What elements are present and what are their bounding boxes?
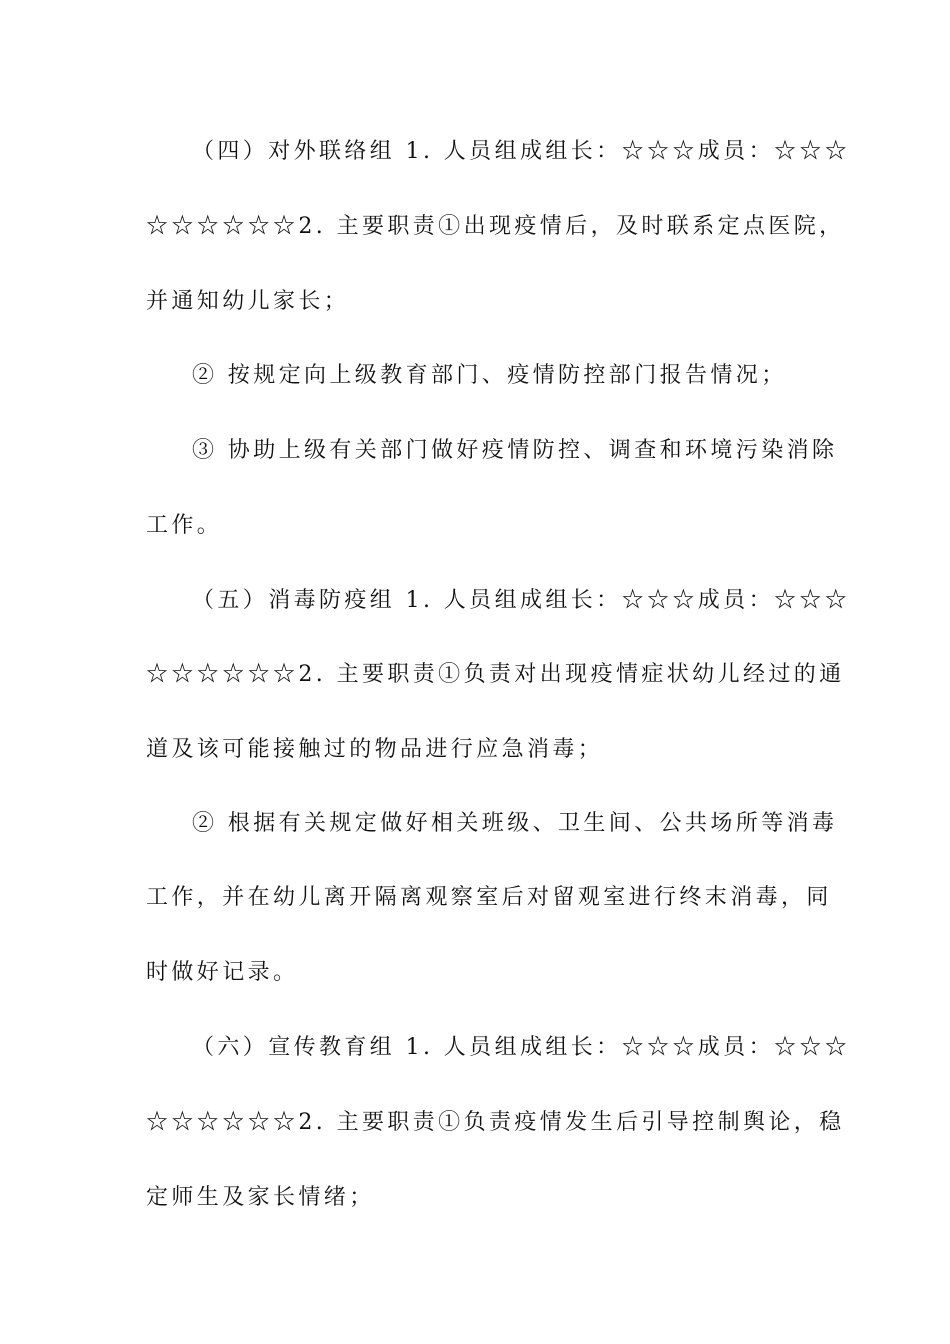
section-4-item-3: ③ 协助上级有关部门做好疫情防控、调查和环境污染消除 — [192, 438, 838, 463]
section-5-item-2: ② 根据有关规定做好相关班级、卫生间、公共场所等消毒 — [192, 811, 838, 836]
section-4-item-2: ② 按规定向上级教育部门、疫情防控部门报告情况； — [192, 363, 787, 388]
section-5-item-2-continuation-2: 时做好记录。 — [146, 960, 299, 985]
section-5-duties-continuation: 道及该可能接触过的物品进行应急消毒； — [146, 737, 604, 762]
section-4-item-3-continuation: 工作。 — [146, 513, 223, 538]
section-4-duties-continuation: 并通知幼儿家长； — [146, 289, 350, 314]
section-6-heading-line: （六）宣传教育组 1. 人员组成组长：☆☆☆成员：☆☆☆ — [192, 1035, 851, 1060]
section-5-heading-line: （五）消毒防疫组 1. 人员组成组长：☆☆☆成员：☆☆☆ — [192, 588, 851, 613]
section-6-duties-continuation: 定师生及家长情绪； — [146, 1185, 375, 1210]
section-5-item-2-continuation-1: 工作，并在幼儿离开隔离观察室后对留观室进行终末消毒，同 — [146, 885, 832, 910]
section-5-duties-line: ☆☆☆☆☆☆2. 主要职责①负责对出现疫情症状幼儿经过的通 — [146, 662, 845, 687]
section-4-heading-line: （四）对外联络组 1. 人员组成组长：☆☆☆成员：☆☆☆ — [192, 139, 851, 164]
section-6-duties-line: ☆☆☆☆☆☆2. 主要职责①负责疫情发生后引导控制舆论，稳 — [146, 1110, 845, 1135]
section-4-duties-line: ☆☆☆☆☆☆2. 主要职责①出现疫情后，及时联系定点医院， — [146, 214, 845, 239]
